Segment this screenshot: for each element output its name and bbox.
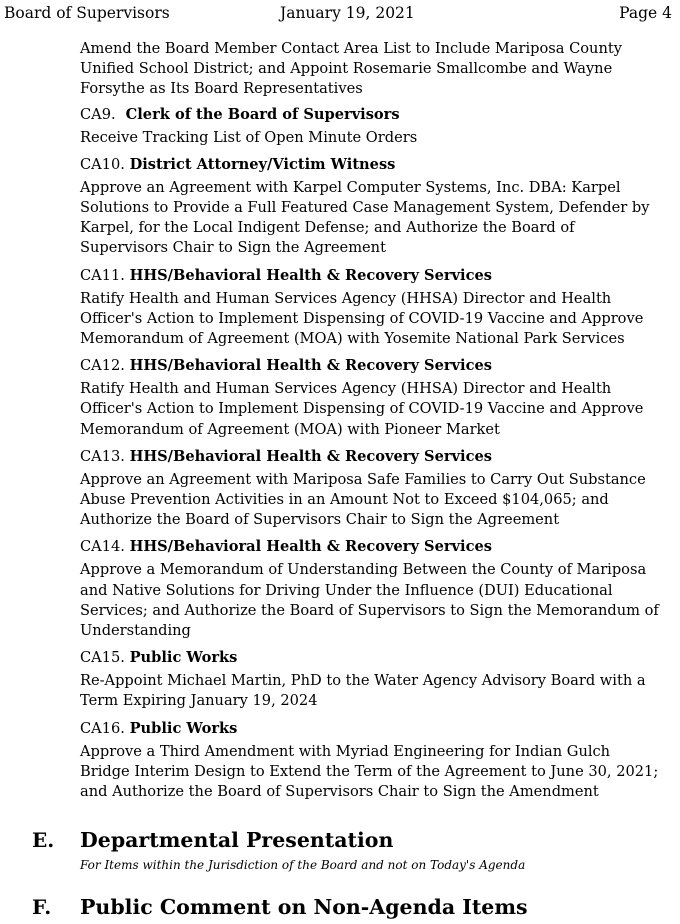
agenda-item-heading bbox=[80, 719, 664, 739]
agenda-item-ca13 bbox=[80, 447, 664, 531]
agenda-item-description: Approve a Third Amendment with Myriad Engineering for Indian Gulch Bridge Interim Design to Extend the Term of the Agreement to June 30, 2021; and Authorize the Board of Supervisors Chair to Sign the Amendment bbox=[80, 742, 659, 801]
agenda-item-ca15 bbox=[80, 648, 664, 711]
agenda-item-ca14 bbox=[80, 537, 664, 641]
agenda-item-department: Clerk of the Board of Supervisors bbox=[125, 105, 400, 123]
consent-agenda-list bbox=[80, 39, 664, 809]
agenda-item-heading bbox=[80, 356, 664, 376]
page-header bbox=[4, 4, 676, 24]
agenda-item-ca10 bbox=[80, 155, 664, 259]
continued-item-description: Amend the Board Member Contact Area List to Include Mariposa County Unified School District; and Appoint Rosemarie Smallcombe and Wayne Forsythe as Its Board Representatives bbox=[80, 40, 622, 98]
agenda-item-department: Public Works bbox=[129, 649, 238, 667]
agenda-item-ca16 bbox=[80, 719, 664, 803]
header-page-number: Page 4 bbox=[619, 4, 672, 22]
agenda-item-heading bbox=[80, 266, 664, 286]
agenda-item-description: Receive Tracking List of Open Minute Orders bbox=[80, 128, 418, 146]
agenda-item-department: HHS/Behavioral Health & Recovery Services bbox=[129, 357, 492, 375]
agenda-item-department: District Attorney/Victim Witness bbox=[129, 155, 396, 173]
agenda-item-description: Approve a Memorandum of Understanding Between the County of Mariposa and Native Solutions for Driving Under the Influence (DUI) Educational Services; and Authorize the Board of Supervisors to Sign the Memorandum of Understanding bbox=[80, 561, 659, 640]
agenda-item-description: Approve an Agreement with Mariposa Safe Families to Carry Out Substance Abuse Prevention Activities in an Amount Not to Exceed $104,065; and Authorize the Board of Supervisors Chair to Sign the Agreement bbox=[80, 470, 646, 529]
header-org-name: Board of Supervisors bbox=[4, 4, 170, 22]
agenda-item-department: HHS/Behavioral Health & Recovery Services bbox=[129, 538, 492, 556]
agenda-item-code: CA12. bbox=[80, 357, 125, 375]
agenda-item-code: CA16. bbox=[80, 719, 125, 737]
agenda-item-description: Re-Appoint Michael Martin, PhD to the Water Agency Advisory Board with a Term Expiring January 19, 2024 bbox=[80, 672, 646, 710]
agenda-item-department: Public Works bbox=[129, 719, 238, 737]
section-note: For Items within the Jurisdiction of the Board and not on Today's Agenda bbox=[80, 858, 526, 872]
agenda-item-department: HHS/Behavioral Health & Recovery Services bbox=[129, 266, 492, 284]
agenda-item-code: CA9. bbox=[80, 105, 116, 123]
section-letter: E. bbox=[32, 828, 55, 852]
agenda-item-description: Approve an Agreement with Karpel Computer Systems, Inc. DBA: Karpel Solutions to Provide a Full Featured Case Management System, Defender by Karpel, for the Local Indigent Defense; and Authorize the Board of Supervisors Chair to Sign the Agreement bbox=[80, 178, 650, 257]
section-title: Departmental Presentation bbox=[80, 828, 394, 852]
agenda-item-heading bbox=[80, 105, 664, 125]
agenda-item-code: CA15. bbox=[80, 649, 125, 667]
agenda-item-description: Ratify Health and Human Services Agency (HHSA) Director and Health Officer's Action to Implement Dispensing of COVID-19 Vaccine and Approve Memorandum of Agreement (MOA) with Pioneer Market bbox=[80, 380, 644, 438]
header-date: January 19, 2021 bbox=[280, 4, 415, 22]
agenda-item-code: CA14. bbox=[80, 538, 125, 556]
agenda-item-heading bbox=[80, 447, 664, 467]
agenda-item-ca9 bbox=[80, 105, 664, 148]
agenda-item-code: CA10. bbox=[80, 155, 125, 173]
agenda-item-heading bbox=[80, 155, 664, 175]
agenda-item-ca11 bbox=[80, 266, 664, 350]
agenda-item-department: HHS/Behavioral Health & Recovery Services bbox=[129, 447, 492, 465]
section-title: Public Comment on Non-Agenda Items bbox=[80, 895, 528, 919]
agenda-item-heading bbox=[80, 537, 664, 557]
section-letter: F. bbox=[32, 895, 52, 919]
agenda-item-code: CA13. bbox=[80, 447, 125, 465]
agenda-item-description: Ratify Health and Human Services Agency (HHSA) Director and Health Officer's Action to Implement Dispensing of COVID-19 Vaccine and Approve Memorandum of Agreement (MOA) with Yosemite National Park Services bbox=[80, 289, 644, 348]
agenda-item-heading bbox=[80, 648, 664, 668]
agenda-item-code: CA11. bbox=[80, 266, 125, 284]
agenda-item-ca12 bbox=[80, 356, 664, 440]
